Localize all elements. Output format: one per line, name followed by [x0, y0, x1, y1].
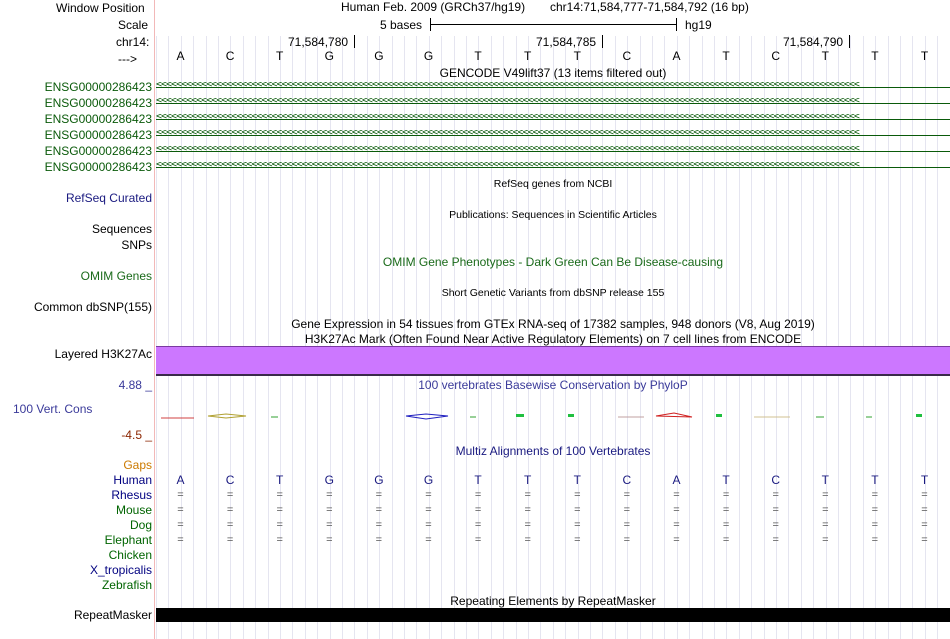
cons-label[interactable]: 100 Vert. Cons	[13, 402, 93, 416]
multiz-match: =	[623, 504, 631, 516]
multiz-match: =	[623, 519, 631, 531]
repeat-label[interactable]: RepeatMasker	[73, 608, 152, 622]
repeat-title[interactable]: Repeating Elements by RepeatMasker	[450, 594, 656, 608]
dbsnp-title[interactable]: Short Genetic Variants from dbSNP release 155	[441, 287, 665, 299]
chrom-label: chr14:	[116, 35, 150, 49]
multiz-human-base: C	[771, 473, 781, 487]
multiz-match: =	[772, 519, 779, 531]
multiz-match: =	[871, 519, 879, 531]
cons-wiggle	[156, 405, 950, 427]
cons-bar-4	[406, 414, 448, 419]
gencode-gene-label[interactable]: ENSG00000286423	[44, 96, 152, 110]
multiz-match: =	[226, 504, 234, 516]
dbsnp-label[interactable]: Common dbSNP(155)	[33, 300, 152, 314]
multiz-match: =	[524, 519, 531, 531]
strand-arrows: <<<<<<<<<<<<<<<<<<<<<<<<<<<<<<<<<<<<<<<<<<<<<<<<<<<<<<<<<<<<<<<<<<<<<<<<<<<<<<<<<<<<<<<<<<<<<<<<<<<<<<<<<<<<<<<<<<<<<<<<<<<<<<<<<<<<<<<<<<<<	[156, 98, 859, 106]
sequence-base: G	[324, 49, 334, 63]
sequence-base: C	[622, 49, 632, 63]
cons-max-label: 4.88 _	[118, 378, 152, 392]
sequence-base: T	[276, 49, 284, 63]
gencode-gene-label[interactable]: ENSG00000286423	[44, 112, 152, 126]
cons-bar-2	[208, 414, 246, 418]
coord-tick-mark-2	[602, 35, 603, 48]
multiz-match: =	[276, 519, 283, 531]
multiz-human-base: T	[821, 473, 829, 487]
gencode-title[interactable]: GENCODE V49lift37 (13 items filtered out)	[439, 66, 667, 80]
strand-arrows: <<<<<<<<<<<<<<<<<<<<<<<<<<<<<<<<<<<<<<<<<<<<<<<<<<<<<<<<<<<<<<<<<<<<<<<<<<<<<<<<<<<<<<<<<<<<<<<<<<<<<<<<<<<<<<<<<<<<<<<<<<<<<<<<<<<<<<<<<<<<	[156, 82, 859, 90]
multiz-match: =	[722, 519, 730, 531]
window-position-label: Window Position	[56, 1, 145, 15]
multiz-species-label[interactable]: Elephant	[104, 533, 152, 547]
multiz-match: =	[276, 504, 283, 516]
multiz-match: =	[722, 489, 730, 501]
sequence-base: C	[225, 49, 235, 63]
h3k27ac-title[interactable]: H3K27Ac Mark (Often Found Near Active Regulatory Elements) on 7 cell lines from ENCODE	[304, 332, 802, 346]
sequences-label[interactable]: Sequences	[91, 222, 152, 236]
multiz-match: =	[574, 489, 581, 501]
strand-arrows: <<<<<<<<<<<<<<<<<<<<<<<<<<<<<<<<<<<<<<<<<<<<<<<<<<<<<<<<<<<<<<<<<<<<<<<<<<<<<<<<<<<<<<<<<<<<<<<<<<<<<<<<<<<<<<<<<<<<<<<<<<<<<<<<<<<<<<<<<<<<	[156, 114, 859, 122]
multiz-human-base: C	[225, 473, 235, 487]
multiz-match: =	[822, 519, 829, 531]
sequence-base: A	[672, 49, 681, 63]
gencode-gene-label[interactable]: ENSG00000286423	[44, 160, 152, 174]
strand-arrows: <<<<<<<<<<<<<<<<<<<<<<<<<<<<<<<<<<<<<<<<<<<<<<<<<<<<<<<<<<<<<<<<<<<<<<<<<<<<<<<<<<<<<<<<<<<<<<<<<<<<<<<<<<<<<<<<<<<<<<<<<<<<<<<<<<<<<<<<<<<<	[156, 130, 859, 138]
multiz-match: =	[673, 534, 680, 546]
multiz-species-label[interactable]: X_tropicalis	[89, 563, 152, 577]
strand-arrows: <<<<<<<<<<<<<<<<<<<<<<<<<<<<<<<<<<<<<<<<<<<<<<<<<<<<<<<<<<<<<<<<<<<<<<<<<<<<<<<<<<<<<<<<<<<<<<<<<<<<<<<<<<<<<<<<<<<<<<<<<<<<<<<<<<<<<<<<<<<<	[156, 146, 859, 154]
multiz-species-label[interactable]: Chicken	[108, 548, 152, 562]
multiz-match: =	[474, 519, 482, 531]
sequence-base: A	[176, 49, 185, 63]
scale-bar	[430, 24, 677, 25]
omim-label[interactable]: OMIM Genes	[80, 269, 152, 283]
cons-bar-6	[516, 414, 524, 417]
multiz-match: =	[673, 504, 680, 516]
refseq-label[interactable]: RefSeq Curated	[65, 191, 152, 205]
multiz-match: =	[623, 534, 631, 546]
gencode-gene-feature[interactable]	[156, 82, 950, 93]
multiz-human-base: G	[423, 473, 434, 487]
multiz-species-label[interactable]: Mouse	[115, 503, 152, 517]
multiz-species-label[interactable]: Dog	[129, 518, 152, 532]
cons-bar-7	[568, 414, 574, 417]
cons-bar-9	[656, 413, 692, 417]
gencode-gene-feature[interactable]	[156, 162, 950, 173]
multiz-match: =	[623, 489, 631, 501]
multiz-match: =	[425, 489, 432, 501]
multiz-match: =	[921, 489, 928, 501]
multiz-human-base: C	[622, 473, 632, 487]
cons-bar-10	[716, 414, 722, 417]
gtex-title[interactable]: Gene Expression in 54 tissues from GTEx RNA-seq of 17382 samples, 948 donors (V8, Aug 2019)	[291, 317, 815, 331]
cons-title[interactable]: 100 vertebrates Basewise Conservation by PhyloP	[418, 378, 688, 392]
multiz-match: =	[524, 504, 531, 516]
coord-tick-3: 71,584,790	[783, 35, 844, 49]
gaps-label[interactable]: Gaps	[123, 458, 152, 472]
sequence-base: T	[920, 49, 929, 63]
sequence-base: T	[573, 49, 581, 63]
multiz-human-base: A	[672, 473, 681, 487]
multiz-match: =	[474, 534, 482, 546]
scale-db: hg19	[685, 18, 712, 32]
scale-bar-left-tick	[430, 18, 431, 31]
multiz-match: =	[921, 504, 928, 516]
multiz-human-base: G	[374, 473, 384, 487]
multiz-species-label[interactable]: Zebrafish	[101, 578, 152, 592]
multiz-match: =	[425, 504, 432, 516]
multiz-match: =	[326, 519, 333, 531]
multiz-match: =	[375, 504, 383, 516]
gencode-gene-label[interactable]: ENSG00000286423	[44, 128, 152, 142]
gencode-gene-label[interactable]: ENSG00000286423	[44, 80, 152, 94]
sequence-base: G	[374, 49, 384, 63]
sequence-base: T	[474, 49, 482, 63]
multiz-match: =	[871, 504, 879, 516]
multiz-human-base: T	[474, 473, 482, 487]
multiz-match: =	[474, 489, 482, 501]
multiz-match: =	[276, 489, 283, 501]
multiz-match: =	[524, 489, 531, 501]
left-margin-line	[154, 0, 155, 639]
multiz-match: =	[772, 489, 779, 501]
multiz-human-base: T	[722, 473, 730, 487]
multiz-match: =	[673, 489, 680, 501]
multiz-match: =	[375, 519, 383, 531]
coord-tick-1: 71,584,780	[288, 35, 349, 49]
multiz-match: =	[375, 534, 383, 546]
multiz-match: =	[673, 519, 680, 531]
coord-tick-2: 71,584,785	[536, 35, 597, 49]
multiz-match: =	[772, 504, 779, 516]
sequence-base: T	[524, 49, 532, 63]
cons-bar-14	[916, 414, 922, 417]
multiz-match: =	[772, 534, 779, 546]
position-text: chr14:71,584,777-71,584,792 (16 bp)	[550, 0, 749, 14]
h3k27ac-label[interactable]: Layered H3K27Ac	[54, 347, 152, 361]
multiz-species-label[interactable]: Rhesus	[111, 488, 152, 502]
gencode-gene-feature[interactable]	[156, 98, 950, 109]
scale-bar-right-tick	[676, 18, 677, 31]
refseq-title[interactable]: RefSeq genes from NCBI	[493, 178, 613, 190]
multiz-match: =	[425, 534, 432, 546]
multiz-match: =	[822, 489, 829, 501]
multiz-match: =	[177, 534, 184, 546]
multiz-match: =	[177, 519, 184, 531]
coord-tick-mark-1	[354, 35, 355, 48]
gencode-gene-label[interactable]: ENSG00000286423	[44, 144, 152, 158]
multiz-match: =	[574, 504, 581, 516]
sequence-base: G	[423, 49, 434, 63]
multiz-match: =	[722, 534, 730, 546]
multiz-match: =	[574, 519, 581, 531]
multiz-match: =	[177, 489, 184, 501]
multiz-match: =	[177, 504, 184, 516]
sequence-base: C	[771, 49, 781, 63]
multiz-match: =	[425, 519, 432, 531]
multiz-match: =	[921, 519, 928, 531]
multiz-match: =	[524, 534, 531, 546]
multiz-human-base: T	[276, 473, 284, 487]
h3k27ac-signal	[156, 346, 950, 376]
coord-tick-mark-3	[849, 35, 850, 48]
multiz-match: =	[722, 504, 730, 516]
multiz-human-base: T	[524, 473, 532, 487]
snps-label[interactable]: SNPs	[121, 238, 152, 252]
multiz-match: =	[226, 519, 234, 531]
multiz-match: =	[276, 534, 283, 546]
multiz-match: =	[375, 489, 383, 501]
multiz-human-base: T	[573, 473, 581, 487]
multiz-match: =	[474, 504, 482, 516]
multiz-match: =	[326, 504, 333, 516]
multiz-human-base: G	[324, 473, 334, 487]
scale-label: Scale	[118, 18, 149, 32]
sequence-base: T	[821, 49, 829, 63]
gencode-gene-feature[interactable]	[156, 130, 950, 141]
multiz-match: =	[326, 489, 333, 501]
multiz-match: =	[921, 534, 928, 546]
multiz-match: =	[326, 534, 333, 546]
strand-arrow-label: --->	[118, 52, 137, 66]
multiz-match: =	[226, 534, 234, 546]
multiz-match: =	[226, 489, 234, 501]
multiz-match: =	[574, 534, 581, 546]
sequence-base: T	[871, 49, 879, 63]
gencode-gene-feature[interactable]	[156, 146, 950, 157]
multiz-match: =	[822, 504, 829, 516]
gencode-gene-feature[interactable]	[156, 114, 950, 125]
strand-arrows: <<<<<<<<<<<<<<<<<<<<<<<<<<<<<<<<<<<<<<<<<<<<<<<<<<<<<<<<<<<<<<<<<<<<<<<<<<<<<<<<<<<<<<<<<<<<<<<<<<<<<<<<<<<<<<<<<<<<<<<<<<<<<<<<<<<<<<<<<<<<	[156, 162, 859, 170]
multiz-match: =	[871, 489, 879, 501]
scale-text: 5 bases	[380, 18, 423, 32]
multiz-human-base: T	[871, 473, 879, 487]
multiz-title[interactable]: Multiz Alignments of 100 Vertebrates	[455, 444, 651, 458]
assembly-text: Human Feb. 2009 (GRCh37/hg19)	[341, 0, 526, 14]
multiz-match: =	[871, 534, 879, 546]
multiz-species-label[interactable]: Human	[113, 473, 152, 487]
cons-min-label: -4.5 _	[121, 428, 152, 442]
multiz-human-base: A	[176, 473, 185, 487]
multiz-match: =	[822, 534, 829, 546]
repeat-block	[156, 608, 950, 622]
sequence-base: T	[722, 49, 730, 63]
multiz-human-base: T	[920, 473, 929, 487]
omim-title[interactable]: OMIM Gene Phenotypes - Dark Green Can Be Disease-causing	[382, 255, 724, 269]
pubs-title[interactable]: Publications: Sequences in Scientific Articles	[449, 209, 657, 221]
